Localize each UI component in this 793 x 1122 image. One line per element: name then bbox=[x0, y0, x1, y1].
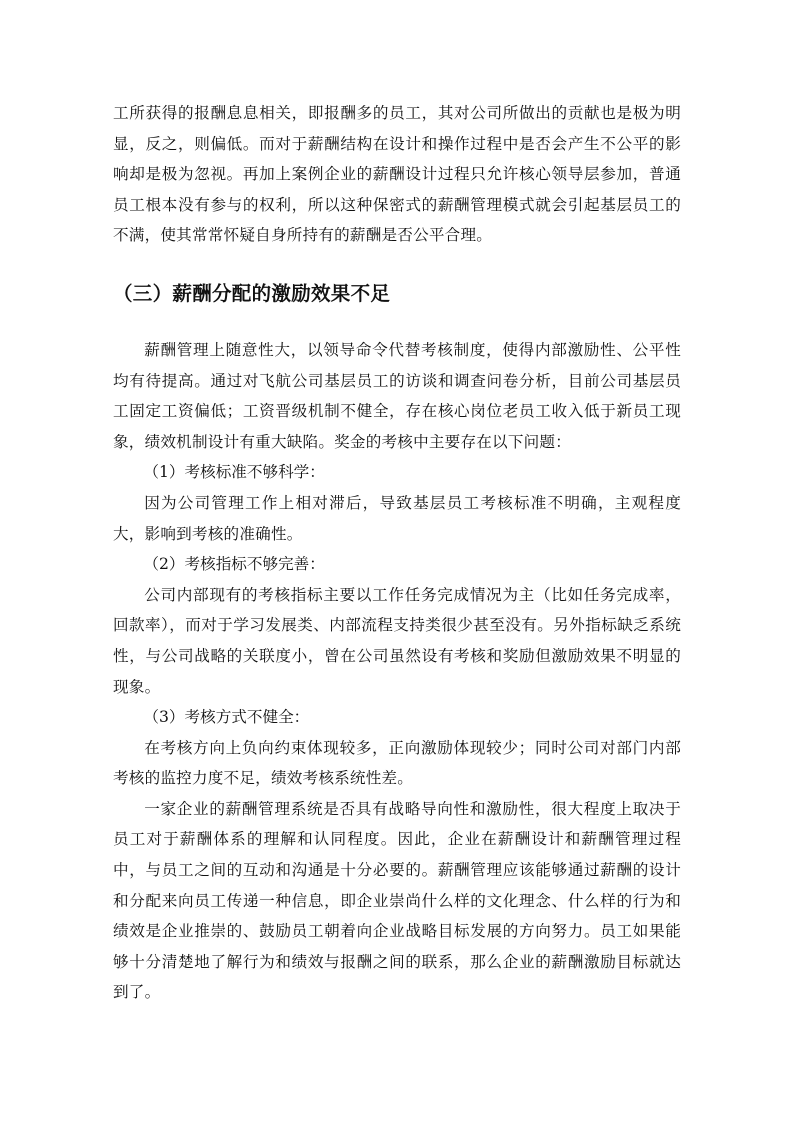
item-3-body: 在考核方向上负向约束体现较多，正向激励体现较少；同时公司对部门内部考核的监控力度不足，绩效考核系统性差。 bbox=[113, 738, 681, 788]
item-1-heading: （1）考核标准不够科学： bbox=[143, 463, 325, 482]
item-2-heading: （2）考核指标不够完善： bbox=[143, 555, 325, 574]
section-heading: （三）薪酬分配的激励效果不足 bbox=[113, 281, 391, 305]
document-body bbox=[113, 98, 681, 1008]
section-paragraph: 薪酬管理上随意性大，以领导命令代替考核制度，使得内部激励性、公平性均有待提高。通过对飞航公司基层员工的访谈和调查问卷分析，目前公司基层员工固定工资偏低；工资晋级机制不健全，存在核心岗位老员工收入低于新员工现象，绩效机制设计有重大缺陷。奖金的考核中主要存在以下问题： bbox=[113, 340, 681, 451]
item-3-heading: （3）考核方式不健全： bbox=[143, 708, 310, 727]
item-2-body: 公司内部现有的考核指标主要以工作任务完成情况为主（比如任务完成率，回款率），而对于学习发展类、内部流程支持类很少甚至没有。另外指标缺乏系统性，与公司战略的关联度小，曾在公司虽然设有考核和奖励但激励效果不明显的现象。 bbox=[113, 585, 681, 696]
intro-paragraph: 工所获得的报酬息息相关，即报酬多的员工，其对公司所做出的贡献也是极为明显，反之，则偏低。而对于薪酬结构在设计和操作过程中是否会产生不公平的影响却是极为忽视。再加上案例企业的薪酬设计过程只允许核心领导层参加，普通员工根本没有参与的权利，所以这种保密式的薪酬管理模式就会引起基层员工的不满，使其常常怀疑自身所持有的薪酬是否公平合理。 bbox=[113, 104, 681, 245]
item-1-body: 因为公司管理工作上相对滞后，导致基层员工考核标准不明确，主观程度大，影响到考核的准确性。 bbox=[113, 493, 681, 543]
closing-paragraph: 一家企业的薪酬管理系统是否具有战略导向性和激励性，很大程度上取决于员工对于薪酬体系的理解和认同程度。因此，企业在薪酬设计和薪酬管理过程中，与员工之间的互动和沟通是十分必要的。薪酬管理应该能够通过薪酬的设计和分配来向员工传递一种信息，即企业崇尚什么样的文化理念、什么样的行为和绩效是企业推崇的、鼓励员工朝着向企业战略目标发展的方向努力。员工如果能够十分清楚地了解行为和绩效与报酬之间的联系，那么企业的薪酬激励目标就达到了。 bbox=[113, 799, 681, 1002]
